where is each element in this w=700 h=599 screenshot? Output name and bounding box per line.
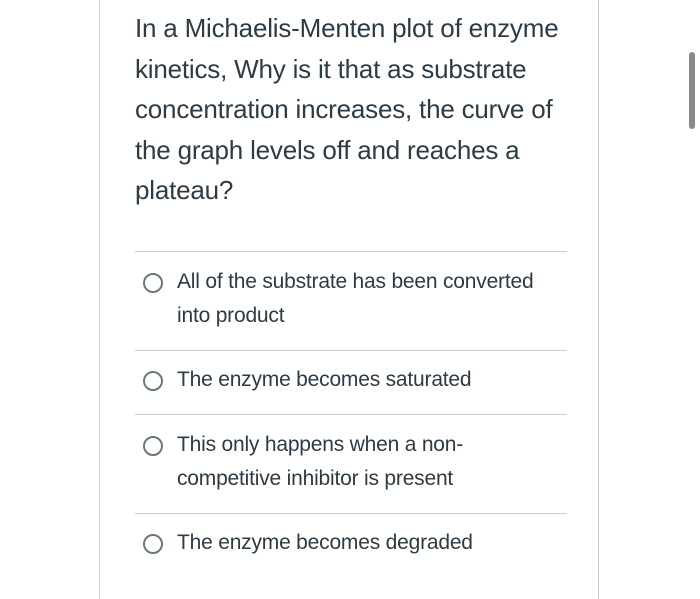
answer-option[interactable] (135, 513, 567, 577)
answer-option[interactable] (135, 251, 567, 350)
answer-label[interactable]: The enzyme becomes degraded (177, 531, 473, 554)
question-text: In a Michaelis-Menten plot of enzyme kinetics, Why is it that as substrate concentration increases, the curve of the graph levels off and reaches a plateau? (135, 13, 559, 205)
answer-label[interactable]: This only happens when a non-competitive inhibitor is present (177, 433, 464, 490)
scrollbar-thumb[interactable] (689, 52, 695, 129)
radio-button[interactable] (143, 436, 163, 456)
radio-button[interactable] (143, 534, 163, 554)
question-card (99, 0, 599, 599)
answer-label[interactable]: All of the substrate has been converted into product (177, 270, 534, 327)
answer-option[interactable] (135, 414, 567, 513)
answer-label[interactable]: The enzyme becomes saturated (177, 368, 472, 391)
radio-button[interactable] (143, 371, 163, 391)
radio-button[interactable] (143, 273, 163, 293)
answer-list (135, 251, 567, 577)
answer-option[interactable] (135, 350, 567, 414)
